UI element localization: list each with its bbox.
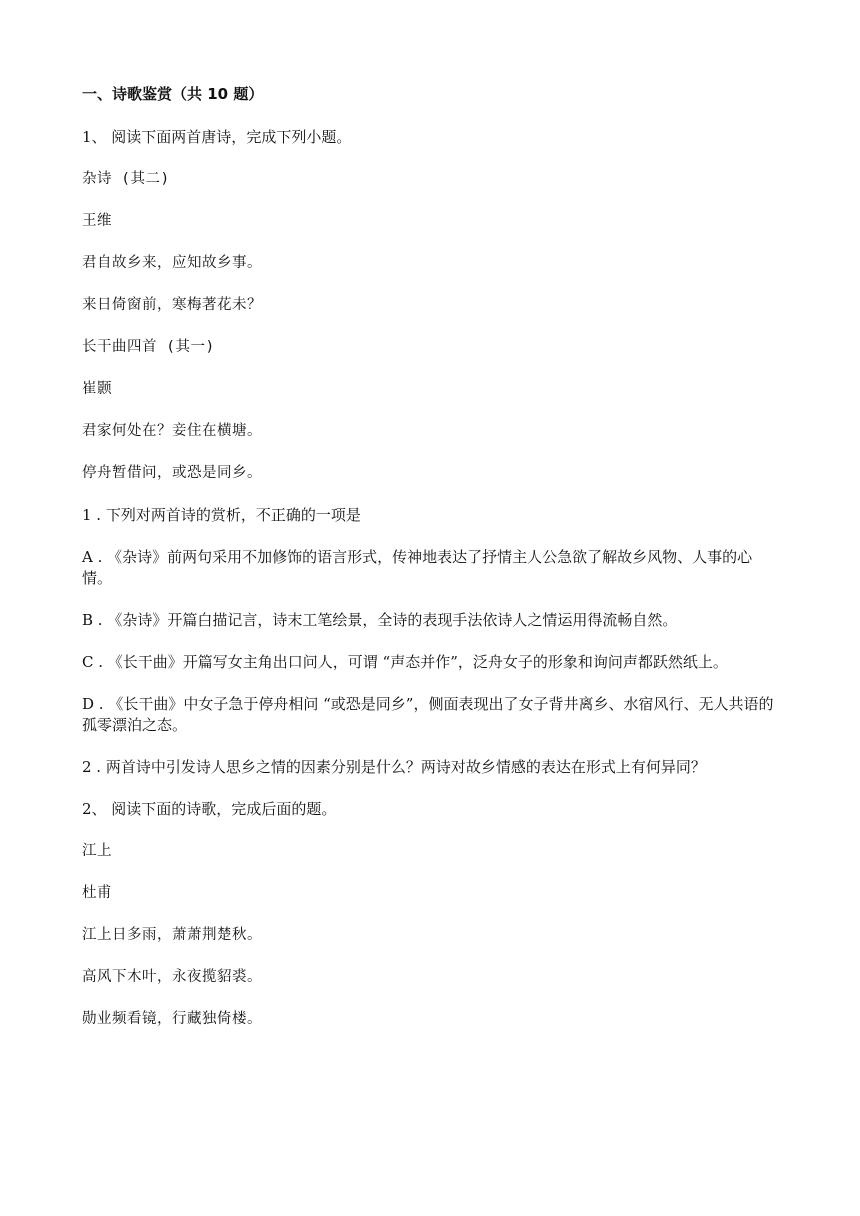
option-b: B . 《杂诗》开篇白描记言，诗末工笔绘景，全诗的表现手法依诗人之情运用得流畅自然。 — [82, 611, 678, 629]
poem-2-title: 长干曲四首 (其一) — [82, 339, 215, 355]
poem-1-line-2: 来日倚窗前，寒梅著花未？ — [82, 297, 262, 313]
poem-1-line-1: 君自故乡来，应知故乡事。 — [82, 255, 262, 271]
question-1-prompt: 1、 阅读下面两首唐诗，完成下列小题。 — [82, 128, 352, 146]
poem-3-author: 杜甫 — [82, 885, 112, 901]
sub-question-1: 1 . 下列对两首诗的赏析，不正确的一项是 — [82, 506, 361, 524]
poem-2-line-2: 停舟暂借问，或恐是同乡。 — [82, 465, 262, 481]
sub-question-2: 2 . 两首诗中引发诗人思乡之情的因素分别是什么？两诗对故乡情感的表达在形式上有何异同？ — [82, 758, 706, 776]
poem-3-line-1: 江上日多雨，萧萧荆楚秋。 — [82, 927, 262, 943]
poem-2-author: 崔颢 — [82, 381, 112, 397]
poem-1-author: 王维 — [82, 213, 112, 229]
poem-2-line-1: 君家何处在？妾住在横塘。 — [82, 423, 262, 439]
poem-3-title: 江上 — [82, 843, 112, 859]
poem-1-title: 杂诗 (其二) — [82, 171, 170, 187]
section-title: 一、诗歌鉴赏（共 10 题） — [82, 85, 264, 103]
option-d: D . 《长干曲》中女子急于停舟相问 “或恐是同乡”，侧面表现出了女子背井离乡、水宿风行、无人共语的孤零漂泊之态。 — [82, 695, 774, 734]
document-page — [82, 84, 782, 1051]
option-a: A . 《杂诗》前两句采用不加修饰的语言形式，传神地表达了抒情主人公急欲了解故乡风物、人事的心情。 — [82, 548, 753, 587]
question-2-prompt: 2、 阅读下面的诗歌，完成后面的题。 — [82, 800, 337, 818]
option-c: C . 《长干曲》开篇写女主角出口问人，可谓 “声态并作”，泛舟女子的形象和询问声都跃然纸上。 — [82, 653, 728, 671]
poem-3-line-2: 高风下木叶，永夜揽貂裘。 — [82, 969, 262, 985]
poem-3-line-3: 勋业频看镜，行藏独倚楼。 — [82, 1011, 262, 1027]
